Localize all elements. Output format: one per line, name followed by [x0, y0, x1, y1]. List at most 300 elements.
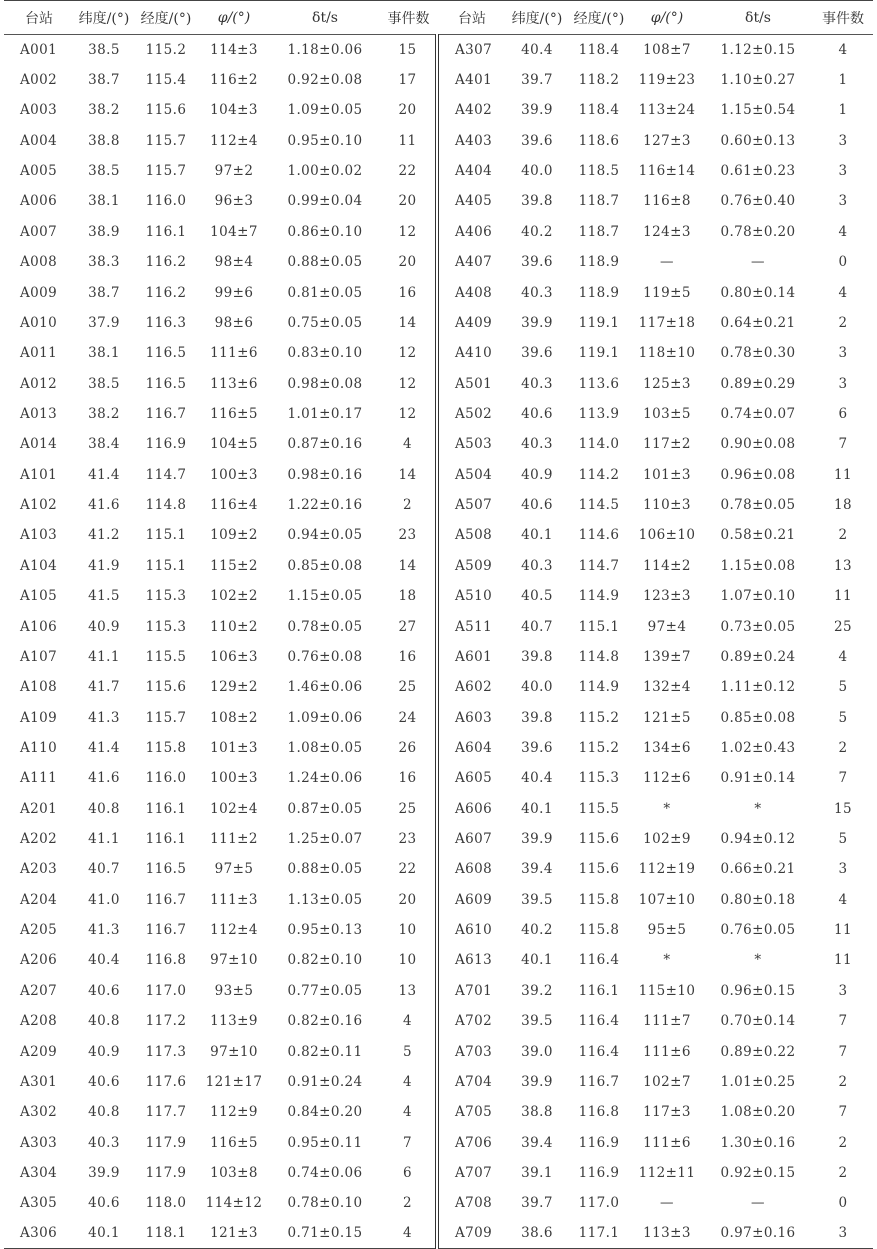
phi-cell: 124±3: [643, 223, 691, 240]
event-count-cell: 1: [838, 72, 848, 89]
longitude-cell: 116.7: [578, 1073, 620, 1090]
table-row: [4, 733, 873, 763]
longitude-cell: 114.2: [578, 466, 620, 483]
station-cell: A011: [20, 345, 58, 362]
longitude-cell: 114.6: [578, 527, 620, 544]
longitude-cell: 116.9: [578, 1134, 620, 1151]
event-count-cell: 4: [380, 1097, 437, 1127]
phi-cell: 101±3: [210, 739, 258, 756]
longitude-cell: 116.2: [145, 254, 187, 271]
longitude-cell: 115.5: [145, 648, 187, 665]
longitude-cell: 117.3: [145, 1043, 187, 1060]
phi-cell: 115±10: [638, 982, 696, 999]
longitude-cell: 118.7: [578, 193, 620, 210]
table-row: [4, 672, 873, 702]
phi-cell: 102±7: [643, 1073, 691, 1090]
station-cell: A501: [455, 375, 493, 392]
delay-time-cell: 1.15±0.05: [287, 588, 363, 605]
phi-cell: 104±5: [210, 436, 258, 453]
latitude-cell: 39.6: [521, 254, 553, 271]
delay-time-cell: 0.92±0.15: [720, 1164, 796, 1181]
latitude-cell: 39.9: [521, 1073, 553, 1090]
latitude-cell: 39.6: [521, 739, 553, 756]
event-count-cell: 12: [380, 399, 437, 429]
latitude-cell: 40.2: [521, 223, 553, 240]
latitude-cell: 40.3: [521, 375, 553, 392]
latitude-cell: 39.9: [88, 1164, 120, 1181]
event-count-cell: 11: [834, 952, 852, 969]
delay-time-cell: 1.12±0.15: [720, 41, 796, 58]
station-cell: A401: [455, 72, 493, 89]
longitude-cell: 117.1: [567, 1219, 631, 1249]
station-cell: A108: [20, 679, 58, 696]
longitude-cell: 118.9: [578, 284, 620, 301]
table-row: [4, 854, 873, 884]
phi-cell: 113±6: [210, 375, 258, 392]
header-station: 台站: [437, 1, 507, 35]
delay-time-cell: 1.09±0.05: [287, 102, 363, 119]
delay-time-cell: 0.89±0.22: [720, 1043, 796, 1060]
longitude-cell: 115.7: [145, 132, 187, 149]
delay-time-cell: 0.75±0.05: [287, 314, 363, 331]
station-cell: A404: [455, 163, 493, 180]
latitude-cell: 40.2: [521, 922, 553, 939]
longitude-cell: 115.6: [578, 831, 620, 848]
event-count-cell: 14: [380, 460, 437, 490]
longitude-cell: 116.8: [578, 1104, 620, 1121]
latitude-cell: 40.4: [521, 41, 553, 58]
phi-cell: 113±9: [210, 1013, 258, 1030]
latitude-cell: 39.2: [521, 982, 553, 999]
delay-time-cell: —: [751, 1195, 765, 1212]
latitude-cell: 40.4: [88, 952, 120, 969]
latitude-cell: 41.2: [88, 527, 120, 544]
phi-cell: 129±2: [210, 679, 258, 696]
delay-time-cell: 1.08±0.05: [287, 739, 363, 756]
event-count-cell: 20: [380, 885, 437, 915]
longitude-cell: 115.8: [145, 739, 187, 756]
longitude-cell: 115.7: [145, 163, 187, 180]
station-cell: A709: [437, 1219, 507, 1249]
station-cell: A004: [20, 132, 58, 149]
phi-cell: 96±3: [214, 193, 254, 210]
longitude-cell: 114.9: [578, 588, 620, 605]
station-cell: A104: [20, 557, 58, 574]
station-cell: A302: [20, 1104, 58, 1121]
phi-cell: 112±6: [643, 770, 691, 787]
event-count-cell: 4: [838, 648, 848, 665]
event-count-cell: 11: [834, 466, 852, 483]
latitude-cell: 38.8: [521, 1104, 553, 1121]
phi-cell: 110±3: [643, 497, 691, 514]
station-cell: A707: [455, 1164, 493, 1181]
event-count-cell: 3: [838, 163, 848, 180]
delay-time-cell: 0.98±0.08: [287, 375, 363, 392]
event-count-cell: 2: [838, 314, 848, 331]
table-row: [4, 1067, 873, 1097]
longitude-cell: 113.9: [578, 405, 620, 422]
phi-cell: 104±3: [210, 102, 258, 119]
phi-cell: 139±7: [643, 648, 691, 665]
phi-cell: 93±5: [214, 982, 254, 999]
event-count-cell: 16: [380, 763, 437, 793]
longitude-cell: 114.9: [578, 679, 620, 696]
header-delay-time: δt/s: [270, 1, 380, 35]
delay-time-cell: 0.95±0.10: [287, 132, 363, 149]
delay-time-cell: 0.64±0.21: [720, 314, 796, 331]
latitude-cell: 38.5: [88, 375, 120, 392]
delay-time-cell: 0.94±0.05: [287, 527, 363, 544]
longitude-cell: 115.3: [578, 770, 620, 787]
table-row: [4, 1036, 873, 1066]
delay-time-cell: 0.88±0.05: [287, 254, 363, 271]
station-cell: A204: [20, 891, 58, 908]
station-cell: A105: [20, 588, 58, 605]
table-row: [4, 1127, 873, 1157]
phi-cell: 121±17: [205, 1073, 263, 1090]
delay-time-cell: 0.94±0.12: [720, 831, 796, 848]
longitude-cell: 118.0: [145, 1195, 187, 1212]
longitude-cell: 116.1: [578, 982, 620, 999]
latitude-cell: 41.3: [88, 922, 120, 939]
latitude-cell: 41.0: [88, 891, 120, 908]
event-count-cell: 14: [380, 551, 437, 581]
station-cell: A507: [455, 497, 493, 514]
station-cell: A604: [455, 739, 493, 756]
longitude-cell: 116.0: [145, 193, 187, 210]
station-cell: A510: [455, 588, 493, 605]
station-cell: A201: [20, 800, 58, 817]
phi-cell: 97±10: [210, 1043, 258, 1060]
phi-cell: 109±2: [210, 527, 258, 544]
station-cell: A110: [20, 739, 58, 756]
latitude-cell: 39.8: [521, 193, 553, 210]
table-row: [4, 520, 873, 550]
longitude-cell: 117.0: [578, 1195, 620, 1212]
phi-cell: 100±3: [210, 466, 258, 483]
delay-time-cell: 0.60±0.13: [720, 132, 796, 149]
event-count-cell: 22: [380, 156, 437, 186]
station-cell: A704: [455, 1073, 493, 1090]
delay-time-cell: 0.87±0.05: [287, 800, 363, 817]
delay-time-cell: 0.92±0.08: [287, 72, 363, 89]
delay-time-cell: 0.99±0.04: [287, 193, 363, 210]
longitude-cell: 115.1: [145, 527, 187, 544]
event-count-cell: 3: [838, 375, 848, 392]
latitude-cell: 41.5: [88, 588, 120, 605]
header-station: 台站: [4, 1, 74, 35]
event-count-cell: 11: [380, 126, 437, 156]
phi-cell: 114±3: [210, 41, 258, 58]
phi-cell: 103±8: [210, 1164, 258, 1181]
delay-time-cell: 0.88±0.05: [287, 861, 363, 878]
table-row: [4, 642, 873, 672]
station-cell: A301: [20, 1073, 58, 1090]
header-phi: φ/(°): [631, 1, 703, 35]
longitude-cell: 118.5: [578, 163, 620, 180]
latitude-cell: 39.1: [521, 1164, 553, 1181]
header-delay-time: δt/s: [703, 1, 813, 35]
station-cell: A205: [20, 922, 58, 939]
phi-cell: 97±10: [210, 952, 258, 969]
event-count-cell: 13: [834, 557, 852, 574]
header-latitude: 纬度/(°): [74, 1, 134, 35]
latitude-cell: 37.9: [88, 314, 120, 331]
phi-cell: 119±23: [638, 72, 696, 89]
event-count-cell: 3: [838, 982, 848, 999]
table-row: [4, 1219, 873, 1249]
event-count-cell: 12: [380, 338, 437, 368]
delay-time-cell: 1.18±0.06: [287, 41, 363, 58]
event-count-cell: 2: [838, 1164, 848, 1181]
station-cell: A010: [20, 314, 58, 331]
event-count-cell: 7: [838, 1013, 848, 1030]
latitude-cell: 39.6: [521, 132, 553, 149]
phi-cell: *: [663, 952, 671, 969]
event-count-cell: 4: [838, 891, 848, 908]
station-cell: A610: [455, 922, 493, 939]
event-count-cell: 4: [380, 1006, 437, 1036]
latitude-cell: 41.9: [88, 557, 120, 574]
latitude-cell: 40.6: [88, 1195, 120, 1212]
longitude-cell: 115.1: [578, 618, 620, 635]
delay-time-cell: 1.25±0.07: [287, 831, 363, 848]
event-count-cell: 23: [380, 824, 437, 854]
longitude-cell: 114.0: [578, 436, 620, 453]
event-count-cell: 10: [380, 915, 437, 945]
delay-time-cell: 1.09±0.06: [287, 709, 363, 726]
longitude-cell: 116.4: [578, 1043, 620, 1060]
event-count-cell: 7: [838, 1104, 848, 1121]
latitude-cell: 38.3: [88, 254, 120, 271]
event-count-cell: 13: [380, 976, 437, 1006]
delay-time-cell: 1.30±0.16: [720, 1134, 796, 1151]
phi-cell: 112±4: [210, 922, 258, 939]
phi-cell: 111±7: [643, 1013, 691, 1030]
station-cell: A410: [455, 345, 493, 362]
longitude-cell: 116.5: [145, 861, 187, 878]
station-cell: A402: [455, 102, 493, 119]
event-count-cell: 4: [838, 284, 848, 301]
latitude-cell: 39.9: [521, 102, 553, 119]
station-cell: A013: [20, 405, 58, 422]
latitude-cell: 38.2: [88, 405, 120, 422]
event-count-cell: 6: [838, 405, 848, 422]
latitude-cell: 39.5: [521, 891, 553, 908]
station-cell: A006: [20, 193, 58, 210]
phi-cell: 114±12: [205, 1195, 263, 1212]
phi-cell: 127±3: [643, 132, 691, 149]
phi-cell: 134±6: [643, 739, 691, 756]
phi-cell: 97±5: [214, 861, 254, 878]
latitude-cell: 40.1: [521, 527, 553, 544]
delay-time-cell: 0.81±0.05: [287, 284, 363, 301]
latitude-cell: 40.9: [88, 618, 120, 635]
table-row: [4, 581, 873, 611]
phi-cell: 116±5: [210, 1134, 258, 1151]
table-row: [4, 35, 873, 65]
table-row: [4, 399, 873, 429]
table-row: [4, 793, 873, 823]
event-count-cell: 18: [834, 497, 852, 514]
phi-cell: 101±3: [643, 466, 691, 483]
latitude-cell: 39.6: [521, 345, 553, 362]
station-cell: A003: [20, 102, 58, 119]
longitude-cell: 115.3: [145, 588, 187, 605]
longitude-cell: 113.6: [578, 375, 620, 392]
phi-cell: 113±3: [631, 1219, 703, 1249]
station-cell: A001: [20, 41, 58, 58]
table-row: [4, 338, 873, 368]
station-cell: A206: [20, 952, 58, 969]
station-cell: A107: [20, 648, 58, 665]
station-cell: A613: [455, 952, 493, 969]
phi-cell: 102±4: [210, 800, 258, 817]
event-count-cell: 15: [380, 35, 437, 65]
table-row: [4, 429, 873, 459]
delay-time-cell: 0.84±0.20: [287, 1104, 363, 1121]
delay-time-cell: 0.78±0.30: [720, 345, 796, 362]
station-cell: A608: [455, 861, 493, 878]
phi-cell: 125±3: [643, 375, 691, 392]
station-cell: A405: [455, 193, 493, 210]
event-count-cell: 4: [380, 429, 437, 459]
delay-time-cell: 0.78±0.05: [287, 618, 363, 635]
longitude-cell: 115.2: [145, 41, 187, 58]
event-count-cell: 4: [838, 223, 848, 240]
station-cell: A603: [455, 709, 493, 726]
delay-time-cell: 0.87±0.16: [287, 436, 363, 453]
longitude-cell: 114.7: [578, 557, 620, 574]
table-row: [4, 915, 873, 945]
phi-cell: 112±19: [638, 861, 696, 878]
latitude-cell: 41.4: [88, 739, 120, 756]
station-cell: A012: [20, 375, 58, 392]
event-count-cell: 23: [380, 520, 437, 550]
station-cell: A111: [20, 770, 58, 787]
longitude-cell: 117.6: [145, 1073, 187, 1090]
longitude-cell: 116.9: [145, 436, 187, 453]
phi-cell: 112±9: [210, 1104, 258, 1121]
delay-time-cell: 0.73±0.05: [720, 618, 796, 635]
latitude-cell: 39.8: [521, 648, 553, 665]
latitude-cell: 39.5: [521, 1013, 553, 1030]
phi-cell: 121±5: [643, 709, 691, 726]
event-count-cell: 15: [834, 800, 852, 817]
phi-cell: 115±2: [210, 557, 258, 574]
event-count-cell: 4: [838, 41, 848, 58]
delay-time-cell: 0.77±0.05: [287, 982, 363, 999]
event-count-cell: 12: [380, 217, 437, 247]
latitude-cell: 41.1: [88, 831, 120, 848]
event-count-cell: 11: [834, 588, 852, 605]
phi-cell: 116±14: [638, 163, 696, 180]
latitude-cell: 40.0: [521, 679, 553, 696]
longitude-cell: 115.4: [145, 72, 187, 89]
delay-time-cell: 0.89±0.29: [720, 375, 796, 392]
station-cell: A409: [455, 314, 493, 331]
latitude-cell: 41.6: [88, 770, 120, 787]
table-row: [4, 186, 873, 216]
latitude-cell: 38.4: [88, 436, 120, 453]
event-count-cell: 0: [838, 1195, 848, 1212]
event-count-cell: 3: [838, 345, 848, 362]
station-cell: A014: [20, 436, 58, 453]
table-row: [4, 824, 873, 854]
station-cell: A703: [455, 1043, 493, 1060]
phi-cell: 104±7: [210, 223, 258, 240]
table-row: [4, 945, 873, 975]
event-count-cell: 24: [380, 702, 437, 732]
station-cell: A008: [20, 254, 58, 271]
delay-time-cell: 0.82±0.10: [287, 952, 363, 969]
delay-time-cell: *: [754, 952, 762, 969]
phi-cell: 116±8: [643, 193, 691, 210]
header-event-count: 事件数: [380, 1, 437, 35]
phi-cell: 116±2: [210, 72, 258, 89]
station-cell: A702: [455, 1013, 493, 1030]
station-cell: A002: [20, 72, 58, 89]
latitude-cell: 40.6: [521, 497, 553, 514]
latitude-cell: 40.1: [521, 952, 553, 969]
latitude-cell: 40.9: [521, 466, 553, 483]
phi-cell: 110±2: [210, 618, 258, 635]
longitude-cell: 117.7: [145, 1104, 187, 1121]
delay-time-cell: 0.95±0.11: [287, 1134, 363, 1151]
event-count-cell: 17: [380, 65, 437, 95]
longitude-cell: 115.3: [145, 618, 187, 635]
delay-time-cell: 1.15±0.54: [720, 102, 796, 119]
latitude-cell: 40.3: [88, 1134, 120, 1151]
latitude-cell: 40.8: [88, 1104, 120, 1121]
delay-time-cell: —: [751, 254, 765, 271]
latitude-cell: 40.0: [521, 163, 553, 180]
latitude-cell: 38.1: [88, 345, 120, 362]
station-cell: A103: [20, 527, 58, 544]
longitude-cell: 118.1: [134, 1219, 198, 1249]
latitude-cell: 39.8: [521, 709, 553, 726]
phi-cell: 114±2: [643, 557, 691, 574]
latitude-cell: 40.1: [74, 1219, 134, 1249]
table-body: [4, 35, 873, 1249]
event-count-cell: 3: [838, 193, 848, 210]
event-count-cell: 0: [838, 254, 848, 271]
longitude-cell: 116.1: [145, 223, 187, 240]
longitude-cell: 118.4: [578, 41, 620, 58]
table-row: [4, 247, 873, 277]
event-count-cell: 3: [838, 861, 848, 878]
latitude-cell: 38.6: [507, 1219, 567, 1249]
event-count-cell: 20: [380, 186, 437, 216]
longitude-cell: 118.2: [578, 72, 620, 89]
event-count-cell: 5: [838, 679, 848, 696]
table-row: [4, 217, 873, 247]
delay-time-cell: 0.80±0.18: [720, 891, 796, 908]
latitude-cell: 39.4: [521, 861, 553, 878]
delay-time-cell: 0.97±0.16: [703, 1219, 813, 1249]
latitude-cell: 39.9: [521, 314, 553, 331]
longitude-cell: 115.7: [145, 709, 187, 726]
delay-time-cell: 0.82±0.16: [287, 1013, 363, 1030]
event-count-cell: 7: [838, 770, 848, 787]
longitude-cell: 116.3: [145, 314, 187, 331]
station-cell: A306: [4, 1219, 74, 1249]
event-count-cell: 14: [380, 308, 437, 338]
longitude-cell: 114.5: [578, 497, 620, 514]
delay-time-cell: 1.24±0.06: [287, 770, 363, 787]
station-cell: A705: [455, 1104, 493, 1121]
latitude-cell: 38.7: [88, 72, 120, 89]
